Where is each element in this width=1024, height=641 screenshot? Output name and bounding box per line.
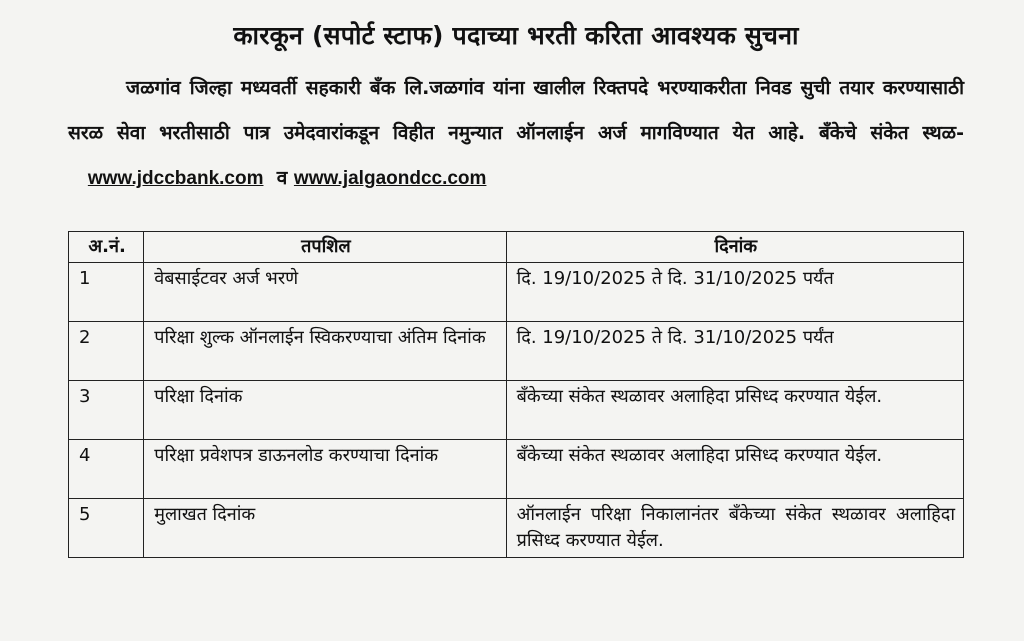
website-link-jdccbank[interactable]: www.jdccbank.com: [87, 168, 264, 189]
row-date: दि. 19/10/2025 ते दि. 31/10/2025 पर्यंत: [506, 263, 963, 322]
intro-text: जळगांव जिल्हा मध्यवर्ती सहकारी बँक लि.जळगांव यांना खालील रिक्तपदे भरण्याकरीता निवड सुची तयार करण्यासाठी सरळ सेवा भरतीसाठी पात्र उमेदवारांकडून विहीत नमुन्यात ऑनलाईन अर्ज मागविण्यात येत आहे. बँकेचे संकेत स्थळ-: [68, 77, 964, 144]
row-detail: वेबसाईटवर अर्ज भरणे: [144, 263, 506, 322]
row-date: बँकेच्या संकेत स्थळावर अलाहिदा प्रसिध्द करण्यात येईल.: [506, 440, 963, 499]
header-serial-no: अ.नं.: [69, 232, 144, 263]
notice-intro-paragraph: [68, 66, 964, 201]
row-detail: परिक्षा दिनांक: [144, 381, 506, 440]
table-row: [69, 499, 964, 558]
table-row: [69, 440, 964, 499]
row-serial-no: 1: [69, 263, 144, 322]
table-row: [69, 263, 964, 322]
row-serial-no: 2: [69, 322, 144, 381]
website-link-jalgaondcc[interactable]: www.jalgaondcc.com: [293, 168, 487, 189]
row-serial-no: 5: [69, 499, 144, 558]
table-row: [69, 322, 964, 381]
row-date: बँकेच्या संकेत स्थळावर अलाहिदा प्रसिध्द करण्यात येईल.: [506, 381, 963, 440]
schedule-table: [68, 231, 964, 558]
row-detail: मुलाखत दिनांक: [144, 499, 506, 558]
table-header-row: [69, 232, 964, 263]
row-detail: परिक्षा शुल्क ऑनलाईन स्विकरण्याचा अंतिम दिनांक: [144, 322, 506, 381]
row-serial-no: 4: [69, 440, 144, 499]
header-detail: तपशिल: [144, 232, 506, 263]
conjunction-text: व: [276, 167, 288, 189]
header-date: दिनांक: [506, 232, 963, 263]
row-detail: परिक्षा प्रवेशपत्र डाऊनलोड करण्याचा दिनांक: [144, 440, 506, 499]
notice-title: कारकून (सपोर्ट स्टाफ) पदाच्या भरती करिता आवश्यक सुचना: [233, 21, 799, 50]
row-serial-no: 3: [69, 381, 144, 440]
row-date: दि. 19/10/2025 ते दि. 31/10/2025 पर्यंत: [506, 322, 963, 381]
table-row: [69, 381, 964, 440]
row-date: ऑनलाईन परिक्षा निकालानंतर बँकेच्या संकेत स्थळावर अलाहिदा प्रसिध्द करण्यात येईल.: [506, 499, 963, 558]
